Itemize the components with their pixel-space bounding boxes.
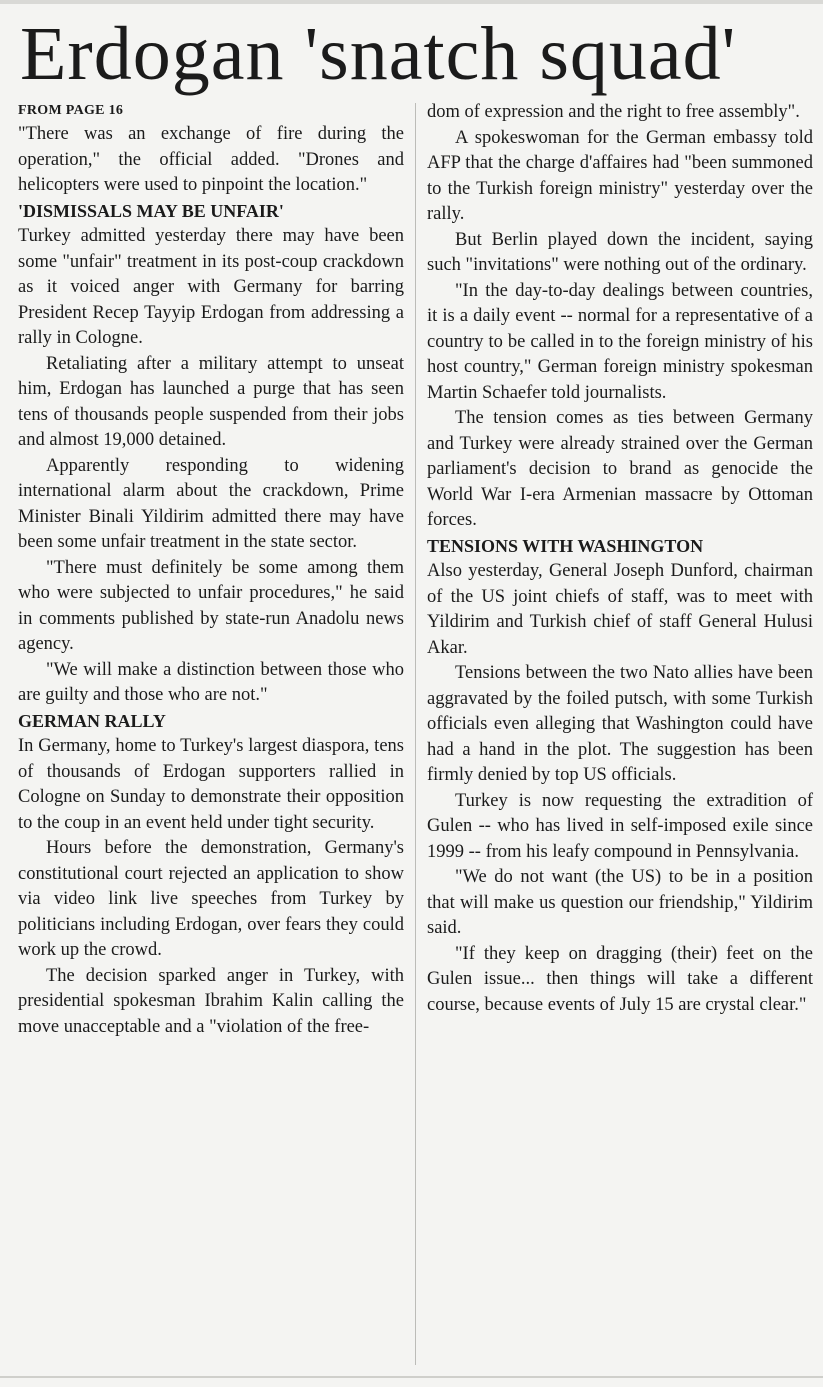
paragraph: Also yesterday, General Joseph Dunford, chairman of the US joint chiefs of staff, was to meet with Yildirim and Turkish chief of staff General Hulusi Akar. xyxy=(427,561,813,658)
paragraph: "We will make a distinction between those who are guilty and those who are not." xyxy=(18,659,404,705)
subhead-dismissals: 'DISMISSALS MAY BE UNFAIR' xyxy=(18,200,284,221)
headline: Erdogan 'snatch squad' xyxy=(20,12,737,96)
paragraph: "If they keep on dragging (their) feet on the Gulen issue... then things will take a different course, because events of July 15 are crystal clear." xyxy=(427,943,813,1015)
paragraph: dom of expression and the right to free assembly". xyxy=(427,102,800,122)
paragraph: The decision sparked anger in Turkey, with presidential spokesman Ibrahim Kalin calling the move unacceptable and a "violation of the free- xyxy=(18,965,404,1037)
column-divider xyxy=(415,103,416,1365)
subhead-tensions-washington: TENSIONS WITH WASHINGTON xyxy=(427,535,704,556)
paragraph: Turkey admitted yesterday there may have been some "unfair" treatment in its post-coup crackdown as it voiced anger with Germany for barring President Recep Tayyip Erdogan from addressing a rally in Cologne. xyxy=(18,226,404,348)
right-column xyxy=(427,100,813,1018)
paragraph: The tension comes as ties between Germany and Turkey were already strained over the German parliament's decision to brand as genocide the World War I-era Armenian massacre by Ottoman forces. xyxy=(427,408,813,530)
paragraph: "There was an exchange of fire during the operation," the official added. "Drones and helicopters were used to pinpoint the location." xyxy=(18,124,404,195)
bottom-rule xyxy=(0,1376,823,1378)
paragraph: Hours before the demonstration, Germany's constitutional court rejected an application to show via video link live speeches from Turkey by politicians including Erdogan, over fears they could work up the crowd. xyxy=(18,838,404,960)
paragraph: "In the day-to-day dealings between countries, it is a daily event -- normal for a representative of a country to be called in to the foreign ministry of his host country," German foreign ministry spokesman Martin Schaefer told journalists. xyxy=(427,280,813,403)
subhead-german-rally: GERMAN RALLY xyxy=(18,710,166,731)
paragraph: "There must definitely be some among them who were subjected to unfair procedures," he said in comments published by state-run Anadolu news agency. xyxy=(18,557,404,654)
paragraph: A spokeswoman for the German embassy told AFP that the charge d'affaires had "been summoned to the Turkish foreign ministry" yesterday over the rally. xyxy=(427,127,813,224)
paragraph: Turkey is now requesting the extradition of Gulen -- who has lived in self-imposed exile since 1999 -- from his leafy compound in Pennsylvania. xyxy=(427,790,813,862)
paragraph: Retaliating after a military attempt to unseat him, Erdogan has launched a purge that has seen tens of thousands people suspended from their jobs and almost 19,000 detained. xyxy=(18,353,404,450)
paragraph: "We do not want (the US) to be in a position that will make us question our friendship," Yildirim said. xyxy=(427,867,813,938)
from-page-kicker: FROM PAGE 16 xyxy=(18,103,124,118)
paragraph: In Germany, home to Turkey's largest diaspora, tens of thousands of Erdogan supporters rallied in Cologne on Sunday to demonstrate their opposition to the coup in an event held under tight security. xyxy=(18,736,404,833)
left-column xyxy=(18,100,404,1040)
paragraph: Apparently responding to widening international alarm about the crackdown, Prime Minister Binali Yildirim admitted there may have been some unfair treatment in the state sector. xyxy=(18,455,404,552)
paragraph: Tensions between the two Nato allies have been aggravated by the foiled putsch, with some Turkish officials even alleging that Washington could have had a hand in the plot. The suggestion has been firmly denied by top US officials. xyxy=(427,663,813,785)
paragraph: But Berlin played down the incident, saying such "invitations" were nothing out of the ordinary. xyxy=(427,229,813,275)
